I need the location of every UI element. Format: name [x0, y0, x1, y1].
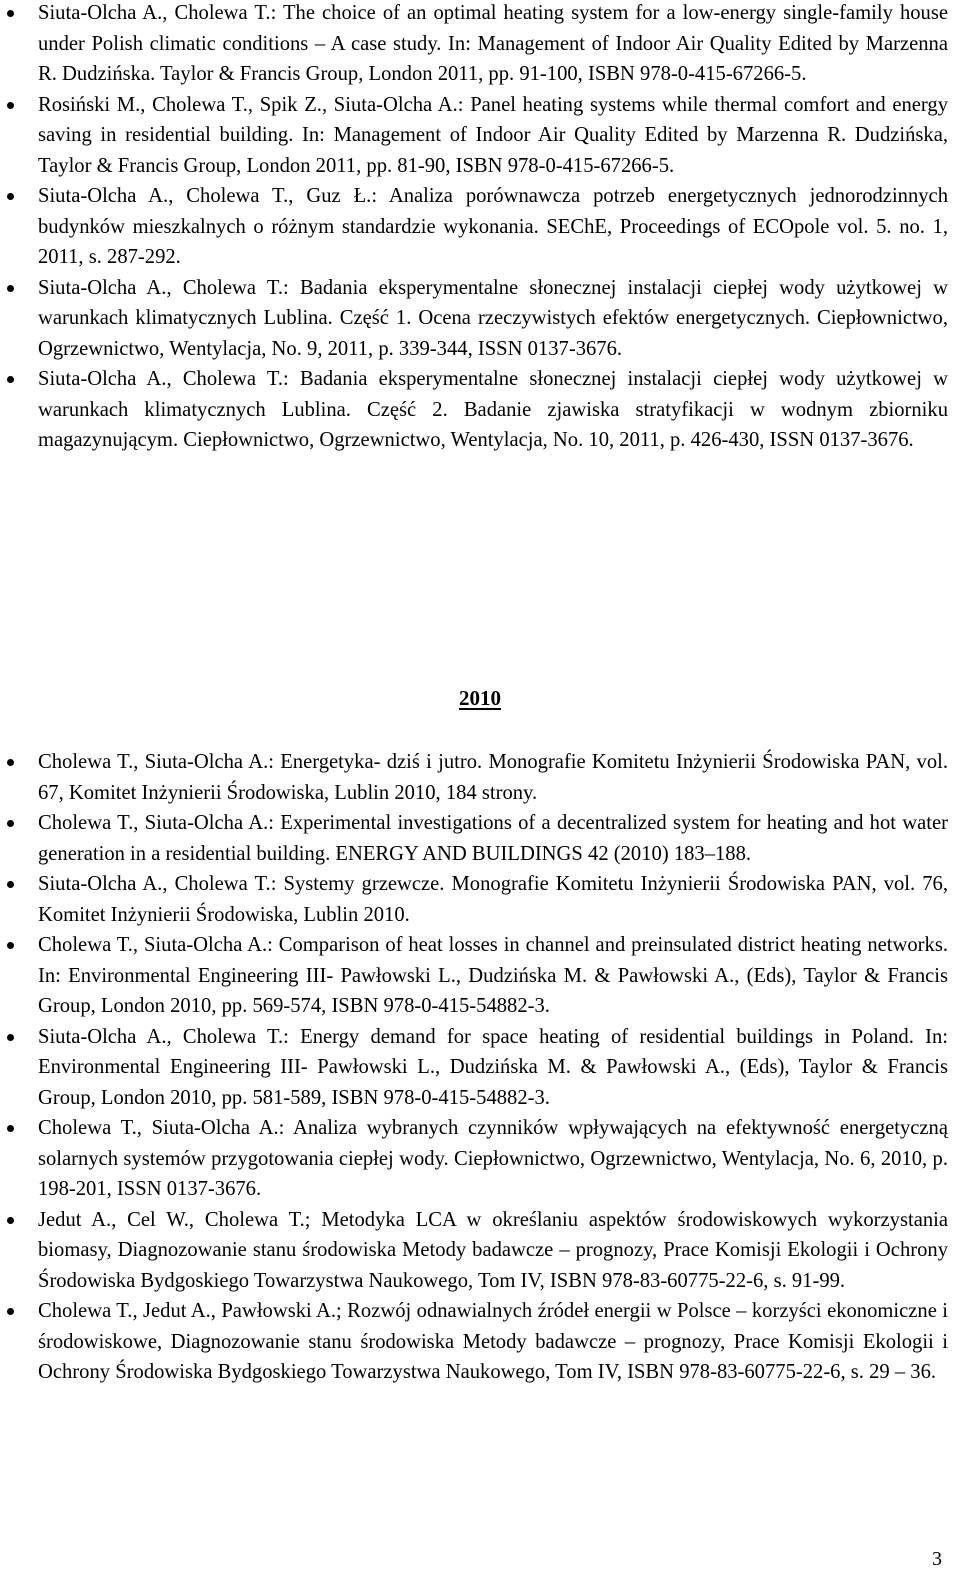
reference-item	[38, 364, 948, 456]
bullet-icon	[7, 820, 14, 827]
reference-text: Cholewa T., Siuta-Olcha A.: Energetyka- dziś i jutro. Monografie Komitetu Inżynierii Środowiska PAN, vol. 67, Komitet Inżynierii Środowiska, Lublin 2010, 184 strony.	[38, 751, 948, 804]
reference-item	[38, 930, 948, 1022]
reference-text: Siuta-Olcha A., Cholewa T.: The choice of an optimal heating system for a low-energy single-family house under Polish climatic conditions – A case study. In: Management of Indoor Air Quality Edited by Marzenna R. Dudzińska. Taylor & Francis Group, London 2011, pp. 91-100, ISBN 978-0-415-67266-5.	[38, 2, 948, 85]
bullet-icon	[7, 1217, 14, 1224]
reference-item	[38, 1113, 948, 1205]
reference-item	[38, 869, 948, 930]
reference-item	[38, 747, 948, 808]
reference-text: Siuta-Olcha A., Cholewa T.: Systemy grzewcze. Monografie Komitetu Inżynierii Środowiska PAN, vol. 76, Komitet Inżynierii Środowiska, Lublin 2010.	[38, 873, 948, 926]
reference-text: Siuta-Olcha A., Cholewa T., Guz Ł.: Analiza porównawcza potrzeb energetycznych jednorodzinnych budynków mieszkalnych o różnym standardzie wykonania. SEChE, Proceedings of ECOpole vol. 5. no. 1, 2011, s. 287-292.	[38, 185, 948, 268]
reference-text: Siuta-Olcha A., Cholewa T.: Energy demand for space heating of residential buildings in Poland. In: Environmental Engineering III- Pawłowski L., Dudzińska M. & Pawłowski A., (Eds), Taylor & Francis Group, London 2010, pp. 581-589, ISBN 978-0-415-54882-3.	[38, 1025, 948, 1109]
bullet-icon	[7, 10, 14, 17]
reference-item	[38, 181, 948, 273]
reference-item	[38, 808, 948, 869]
bullet-icon	[7, 1034, 14, 1041]
reference-item	[38, 1022, 948, 1114]
reference-item	[38, 0, 948, 90]
reference-text: Jedut A., Cel W., Cholewa T.; Metodyka LCA w określaniu aspektów środowiskowych wykorzystania biomasy, Diagnozowanie stanu środowiska Metody badawcze – prognozy, Prace Komisji Ekologii i Ochrony Środowiska Bydgoskiego Towarzystwa Naukowego, Tom IV, ISBN 978-83-60775-22-6, s. 91-99.	[38, 1208, 948, 1292]
reference-text: Cholewa T., Siuta-Olcha A.: Comparison of heat losses in channel and preinsulated district heating networks. In: Environmental Engineering III- Pawłowski L., Dudzińska M. & Pawłowski A., (Eds), Taylor & Francis Group, London 2010, pp. 569-574, ISBN 978-0-415-54882-3.	[38, 934, 948, 1017]
bullet-icon	[7, 1308, 14, 1315]
bullet-icon	[7, 102, 14, 109]
references-2011-list	[38, 0, 948, 456]
bullet-icon	[7, 1125, 14, 1132]
year-heading-text: 2010	[459, 686, 501, 710]
reference-text: Rosiński M., Cholewa T., Spik Z., Siuta-Olcha A.: Panel heating systems while thermal comfort and energy saving in residential building. In: Management of Indoor Air Quality Edited by Marzenna R. Dudzińska, Taylor & Francis Group, London 2011, pp. 81-90, ISBN 978-0-415-67266-5.	[38, 93, 948, 177]
bullet-icon	[7, 193, 14, 200]
reference-text: Cholewa T., Jedut A., Pawłowski A.; Rozwój odnawialnych źródeł energii w Polsce – korzyści ekonomiczne i środowiskowe, Diagnozowanie stanu środowiska Metody badawcze – prognozy, Prace Komisji Ekologii i Ochrony Środowiska Bydgoskiego Towarzystwa Naukowego, Tom IV, ISBN 978-83-60775-22-6, s. 29 – 36.	[38, 1300, 948, 1383]
bullet-icon	[7, 942, 14, 949]
year-heading-2010	[0, 683, 960, 714]
bullet-icon	[7, 285, 14, 292]
reference-text: Siuta-Olcha A., Cholewa T.: Badania eksperymentalne słonecznej instalacji ciepłej wody użytkowej w warunkach klimatycznych Lublina. Część 1. Ocena rzeczywistych efektów energetycznych. Ciepłownictwo, Ogrzewnictwo, Wentylacja, No. 9, 2011, p. 339-344, ISSN 0137-3676.	[38, 276, 948, 360]
reference-item	[38, 90, 948, 182]
page-number: 3	[932, 1548, 942, 1570]
reference-item	[38, 1296, 948, 1388]
reference-text: Cholewa T., Siuta-Olcha A.: Experimental investigations of a decentralized system for heating and hot water generation in a residential building. ENERGY AND BUILDINGS 42 (2010) 183–188.	[38, 812, 948, 865]
bullet-icon	[7, 881, 14, 888]
reference-text: Siuta-Olcha A., Cholewa T.: Badania eksperymentalne słonecznej instalacji ciepłej wody użytkowej w warunkach klimatycznych Lublina. Część 2. Badanie zjawiska stratyfikacji w wodnym zbiorniku magazynującym. Ciepłownictwo, Ogrzewnictwo, Wentylacja, No. 10, 2011, p. 426-430, ISSN 0137-3676.	[38, 368, 948, 451]
bullet-icon	[7, 376, 14, 383]
reference-item	[38, 1205, 948, 1297]
reference-item	[38, 273, 948, 365]
references-2010-list	[38, 747, 948, 1388]
bullet-icon	[7, 759, 14, 766]
reference-text: Cholewa T., Siuta-Olcha A.: Analiza wybranych czynników wpływających na efektywność energetyczną solarnych systemów przygotowania ciepłej wody. Ciepłownictwo, Ogrzewnictwo, Wentylacja, No. 6, 2010, p. 198-201, ISSN 0137-3676.	[38, 1117, 948, 1200]
